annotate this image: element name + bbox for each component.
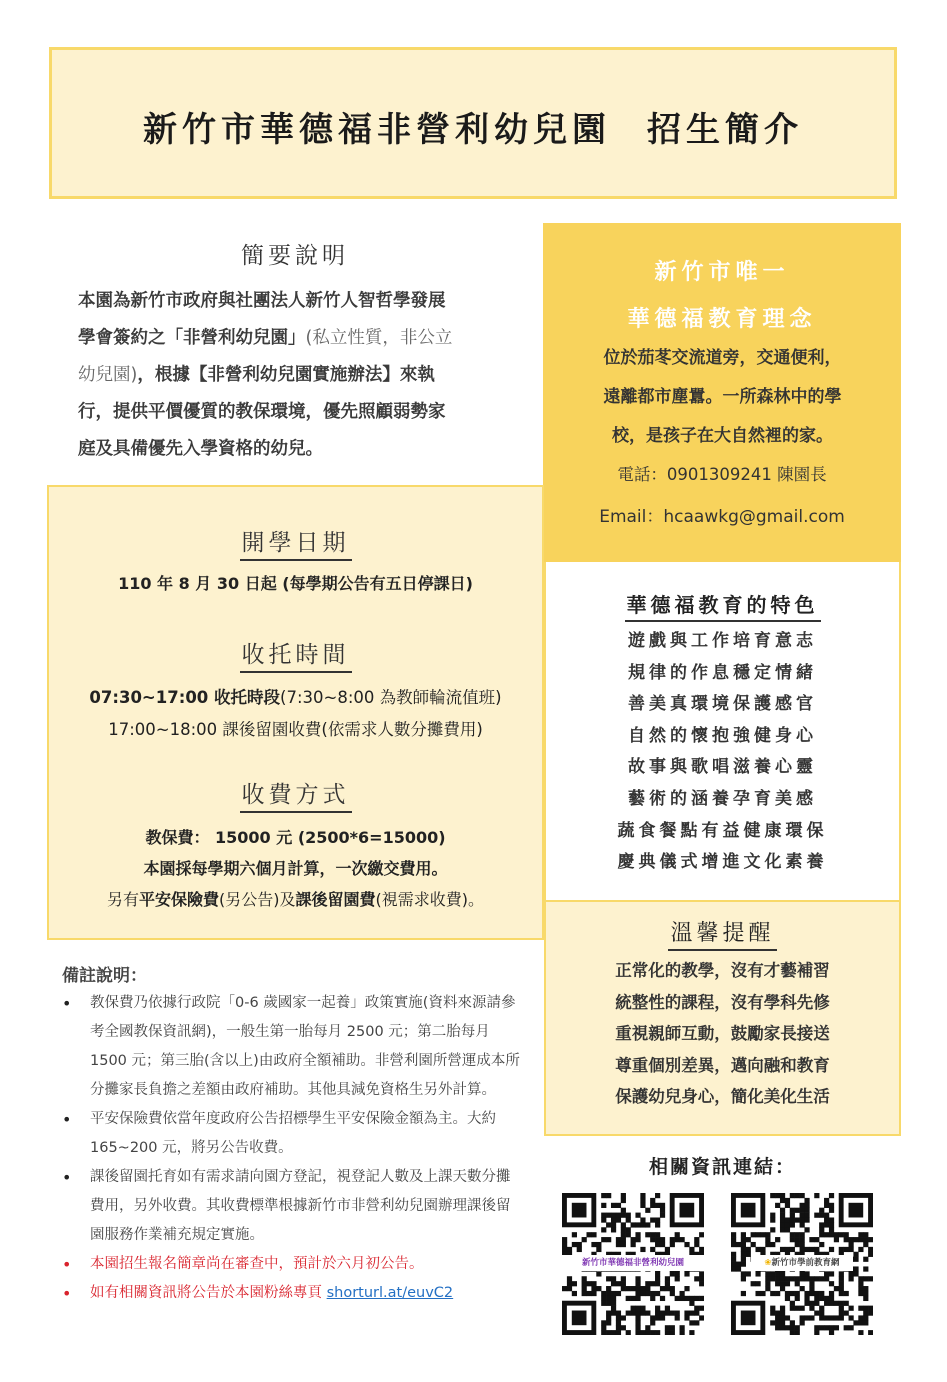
- intro-line-2a: 學會簽約之「非營利幼兒園」: [78, 328, 306, 348]
- qr-caption-kindergarten: 新竹市華德福非營利幼兒園: [562, 1255, 704, 1271]
- reminder-heading-text: 溫馨提醒: [668, 916, 776, 951]
- reminder-list: [544, 955, 901, 1113]
- feature-item: 善美真環境保護感官: [628, 694, 817, 715]
- fees-line-3a: 另有: [106, 890, 139, 909]
- intro-heading: 簡要說明: [241, 243, 349, 269]
- page-title: [52, 102, 894, 151]
- care-hours-duty: (7:30~8:00 為教師輪流值班): [280, 688, 502, 707]
- links-heading: 相關資訊連結：: [648, 1156, 796, 1178]
- fanpage-text: 如有相關資訊將公告於本園粉絲專頁: [90, 1285, 327, 1301]
- reminder-item: 保護幼兒身心，簡化美化生活: [615, 1087, 830, 1107]
- school-start-date: 110 年 8 月 30 日起 (每學期公告有五日停課日): [118, 574, 473, 593]
- feature-item: 蔬食餐點有益健康環保: [617, 820, 828, 841]
- intro-line-3a: 幼兒園): [78, 365, 138, 385]
- fees-heading-text: 收費方式: [240, 776, 352, 813]
- fees-line-3c: (另公告)及: [219, 890, 296, 909]
- fees-line-3: [47, 887, 544, 910]
- intro-line-2b: (私立性質，非公立: [305, 328, 453, 348]
- contact-phone: 電話：0901309241 陳園長: [617, 465, 827, 484]
- fees-line-3e: (視需求收費)。: [375, 890, 485, 909]
- highlight-title-2: 華德福教育理念: [627, 307, 817, 332]
- features-list: [544, 626, 901, 879]
- care-hours-main: 07:30~17:00 收托時段: [89, 688, 281, 707]
- note-item-fanpage: [60, 1279, 520, 1308]
- intro-line-4: 行，提供平價優質的教保環境，優先照顧弱勢家: [78, 402, 446, 422]
- feature-item: 故事與歌唱滋養心靈: [628, 757, 817, 778]
- note-item-insurance: • 平安保險費依當年度政府公告招標學生平安保險金額為主。大約 165~200 元，將另公告收費。: [60, 1105, 520, 1163]
- school-name: 新竹市華德福非營利幼兒園: [143, 110, 611, 150]
- intro-body: [78, 283, 518, 468]
- note-item-tuition: • 教保費乃依據行政院「0-6 歲國家一起養」政策實施(資料來源請參考全國教保資訊網)，一般生第一胎每月 2500 元；第二胎每月 1500 元；第三胎(含以上)由政府全額補助。非營利園所營運成本所分攤家長負擔之差額由政府補助。其他具減免資格生另外計算。: [60, 989, 520, 1105]
- reminder-item: 尊重個別差異，邁向融和教育: [615, 1055, 830, 1075]
- feature-item: 慶典儀式增進文化素養: [617, 852, 828, 873]
- fees-line-1: 教保費： 15000 元 (2500*6=15000): [145, 828, 446, 847]
- reminder-heading: [544, 916, 901, 951]
- intro-line-1: 本園為新竹市政府與社團法人新竹人智哲學發展: [78, 291, 446, 311]
- feature-item: 藝術的涵養孕育美感: [628, 788, 817, 809]
- highlight-body-2: 遠離都市塵囂。一所森林中的學: [603, 387, 842, 407]
- title-subtitle: 招生簡介: [647, 110, 803, 150]
- contact-email[interactable]: Email：hcaawkg@gmail.com: [599, 507, 845, 527]
- intro-line-3b: ，根據【非營利幼兒園實施辦法】來執: [137, 365, 435, 385]
- highlight-body-3: 校，是孩子在大自然裡的家。: [612, 426, 833, 446]
- features-heading: [544, 589, 901, 622]
- reminder-item: 統整性的課程，沒有學科先修: [615, 992, 830, 1012]
- fanpage-link[interactable]: shorturl.at/euvC2: [326, 1285, 454, 1301]
- notes-list: [60, 989, 520, 1308]
- fees-line-2: 本園採每學期六個月計算，一次繳交費用。: [143, 859, 448, 878]
- feature-item: 遊戲與工作培育意志: [628, 631, 817, 651]
- fees-heading: [47, 776, 544, 813]
- qr-caption-preschool-network: [751, 1255, 853, 1271]
- after-school-fee: 課後留園費: [295, 890, 376, 909]
- highlight-body: [560, 339, 885, 456]
- note-item-enrollment: • 本園招生報名簡章尚在審查中，預計於六月初公告。: [60, 1250, 520, 1279]
- reminder-item: 重視親師互動，鼓勵家長接送: [615, 1024, 830, 1044]
- care-hours-line-1: [47, 684, 544, 708]
- qr-code-kindergarten[interactable]: [562, 1193, 704, 1335]
- notes-heading: 備註說明：: [62, 966, 147, 986]
- care-hours-heading: [47, 636, 544, 673]
- qr-caption-text: 新竹市學前教育網: [771, 1258, 840, 1268]
- feature-item: 規律的作息穩定情緒: [628, 662, 817, 683]
- feature-item: 自然的懷抱強健身心: [628, 725, 817, 746]
- reminder-item: 正常化的教學，沒有才藝補習: [615, 961, 830, 980]
- leaf-logo-icon: ❀: [764, 1258, 772, 1268]
- care-hours-line-2: 17:00~18:00 課後留園收費(依需求人數分攤費用): [108, 720, 483, 739]
- highlight-body-1: 位於茄苳交流道旁，交通便利，: [603, 348, 842, 368]
- care-hours-heading-text: 收托時間: [240, 636, 352, 673]
- school-start-heading-text: 開學日期: [240, 524, 352, 561]
- qr-code-preschool-network[interactable]: [731, 1193, 873, 1335]
- school-start-heading: [47, 524, 544, 561]
- features-heading-text: 華德福教育的特色: [625, 589, 821, 622]
- intro-line-5: 庭及具備優先入學資格的幼兒。: [78, 439, 323, 459]
- title-banner: [49, 47, 897, 199]
- insurance-fee: 平安保險費: [138, 890, 219, 909]
- highlight-title-1: 新竹市唯一: [654, 260, 790, 285]
- note-item-after-school: • 課後留園托育如有需求請向園方登記，視登記人數及上課天數分攤費用，另外收費。其收費標準根據新竹市非營利幼兒園辦理課後留園服務作業補充規定實施。: [60, 1163, 520, 1250]
